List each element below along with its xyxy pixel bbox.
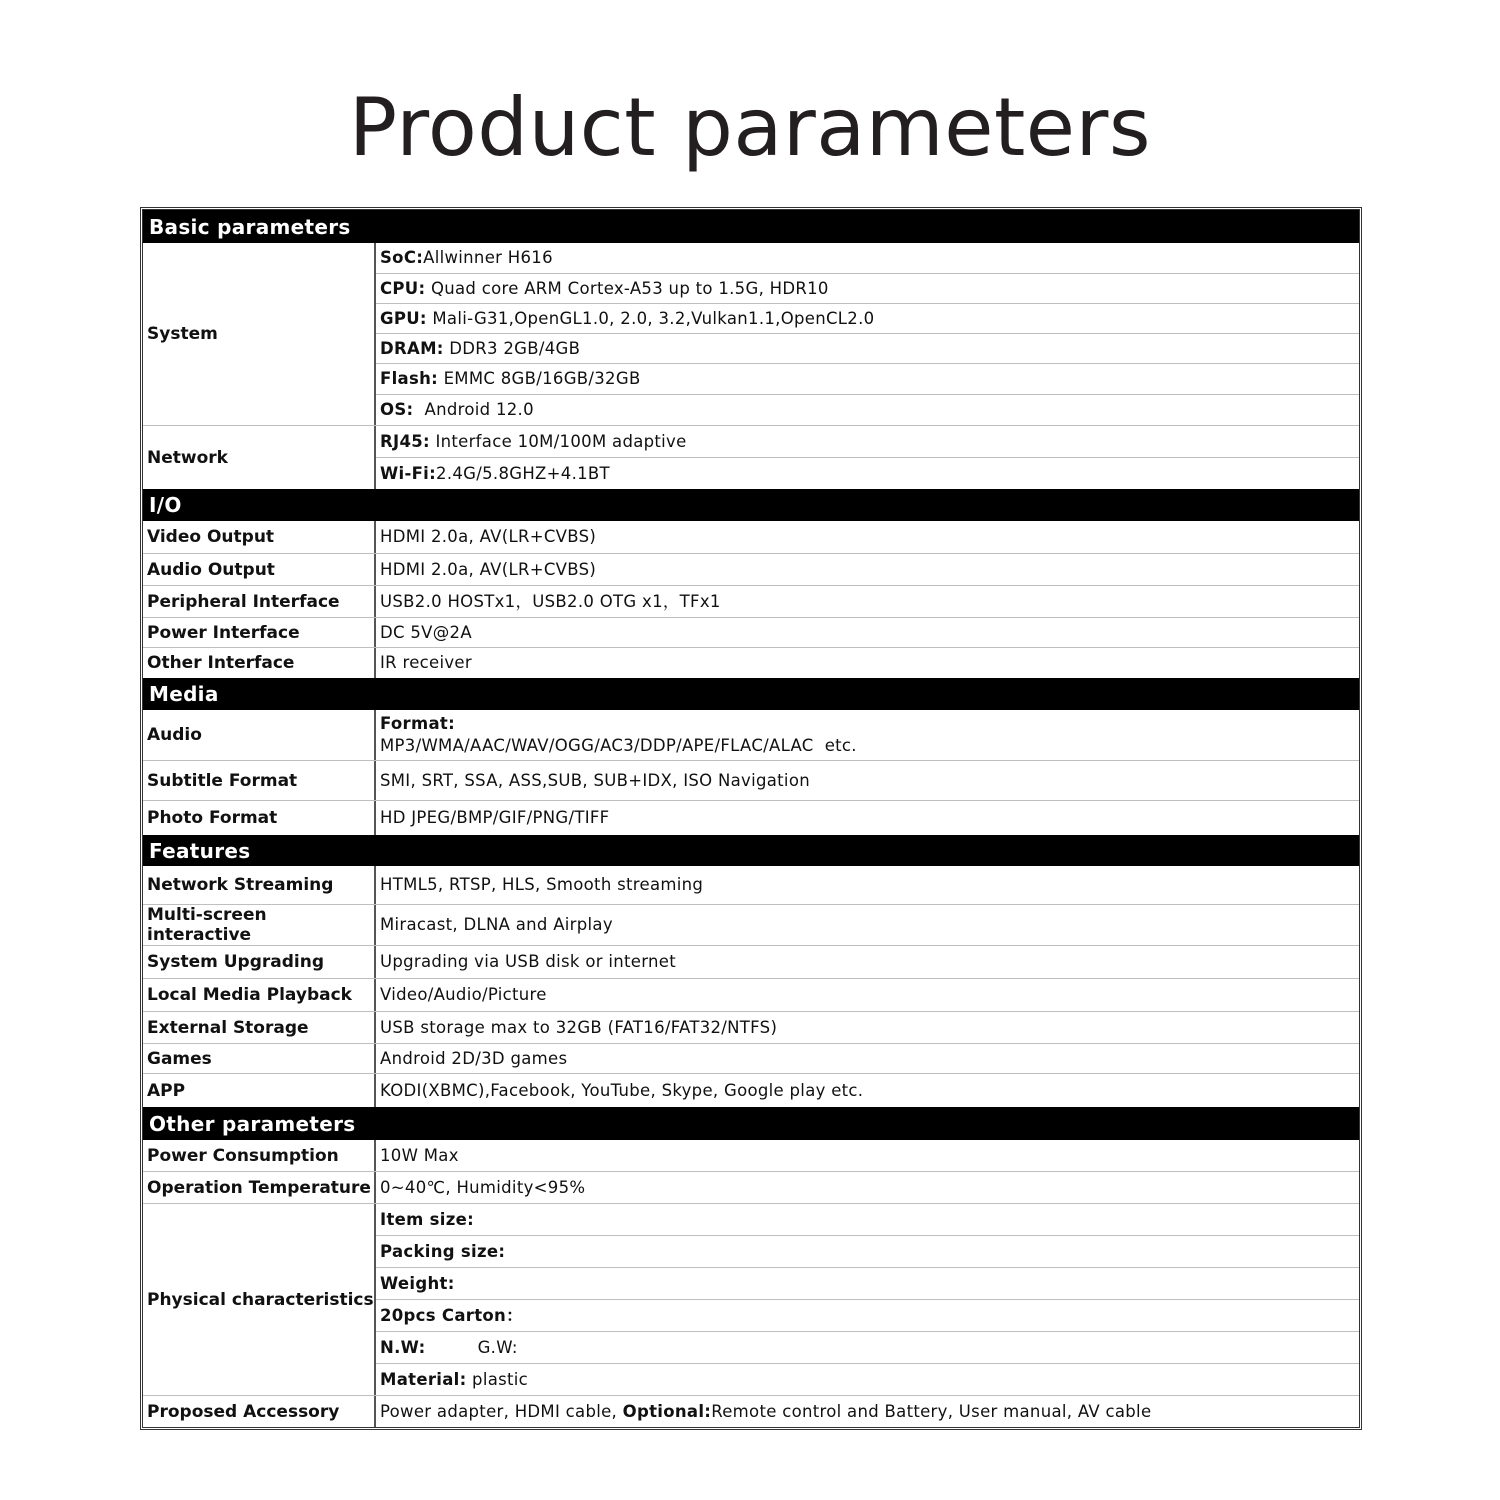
value-cpu <box>376 273 1359 303</box>
label-audio-output: Audio Output <box>143 554 376 585</box>
key-flash: Flash: <box>380 369 439 388</box>
table-row <box>143 553 1359 585</box>
val-dram: DDR3 2GB/4GB <box>443 338 581 358</box>
label-other-interface: Other Interface <box>143 648 376 678</box>
key-wifi: Wi-Fi: <box>380 463 437 483</box>
value-weight <box>376 1267 1359 1299</box>
val-soc: Allwinner H616 <box>423 248 553 267</box>
key-dram: DRAM: <box>380 338 444 358</box>
table-row <box>143 760 1359 800</box>
value-network-streaming: HTML5, RTSP, HLS, Smooth streaming <box>380 875 704 894</box>
table-row <box>143 945 1359 978</box>
label-proposed-accessory: Proposed Accessory <box>143 1396 376 1427</box>
table-row <box>143 647 1359 678</box>
table-row <box>143 617 1359 647</box>
value-local-media-playback: Video/Audio/Picture <box>380 985 547 1004</box>
group-physical <box>143 1203 1359 1395</box>
key-audio-format: Format: <box>380 714 455 733</box>
val-wifi: 2.4G/5.8GHZ+4.1BT <box>436 463 610 483</box>
key-weight: Weight: <box>380 1273 455 1293</box>
label-games: Games <box>143 1044 376 1073</box>
value-carton <box>376 1299 1359 1331</box>
val-gpu: Mali-G31,OpenGL1.0, 2.0, 3.2,Vulkan1.1,OpenCL2.0 <box>426 308 875 328</box>
group-network <box>143 425 1359 489</box>
key-gw: G.W: <box>477 1337 518 1357</box>
val-accessory-b: Remote control and Battery, User manual, AV cable <box>711 1401 1152 1421</box>
key-item-size: Item size: <box>380 1209 475 1229</box>
value-power-consumption: 10W Max <box>380 1145 459 1165</box>
val-flash: EMMC 8GB/16GB/32GB <box>438 369 641 388</box>
label-multi-screen: Multi-screen interactive <box>143 905 376 945</box>
table-row <box>143 1171 1359 1203</box>
val-rj45: Interface 10M/100M adaptive <box>429 431 687 451</box>
label-network-streaming: Network Streaming <box>143 866 376 904</box>
page-title: Product parameters <box>348 81 1152 174</box>
value-video-output: HDMI 2.0a, AV(LR+CVBS) <box>380 527 597 546</box>
label-app: APP <box>143 1074 376 1107</box>
value-item-size <box>376 1204 1359 1235</box>
value-audio-output: HDMI 2.0a, AV(LR+CVBS) <box>380 559 597 579</box>
table-row <box>143 1140 1359 1171</box>
label-photo-format: Photo Format <box>143 801 376 835</box>
label-network: Network <box>143 426 376 489</box>
val-cpu: Quad core ARM Cortex-A53 up to 1.5G, HDR10 <box>425 278 829 298</box>
label-subtitle-format: Subtitle Format <box>143 761 376 800</box>
table-row <box>143 800 1359 835</box>
table-row <box>143 521 1359 553</box>
val-os: Android 12.0 <box>413 400 534 419</box>
value-packing-size <box>376 1235 1359 1267</box>
label-video-output: Video Output <box>143 521 376 553</box>
value-games: Android 2D/3D games <box>380 1048 568 1068</box>
label-audio: Audio <box>143 710 376 760</box>
value-operation-temperature: 0~40℃, Humidity<95% <box>380 1177 586 1197</box>
label-system-upgrading: System Upgrading <box>143 946 376 978</box>
value-dram <box>376 333 1359 363</box>
value-wifi <box>376 457 1359 489</box>
val-audio-format: MP3/WMA/AAC/WAV/OGG/AC3/DDP/APE/FLAC/ALAC etc. <box>380 736 857 755</box>
label-peripheral-interface: Peripheral Interface <box>143 586 376 617</box>
key-optional: Optional: <box>622 1401 712 1421</box>
section-header-io: I/O <box>143 489 1359 521</box>
value-peripheral-interface: USB2.0 HOSTx1，USB2.0 OTG x1，TFx1 <box>380 591 721 611</box>
key-carton: 20pcs Carton： <box>380 1305 523 1325</box>
section-header-other: Other parameters <box>143 1107 1359 1140</box>
table-row <box>143 866 1359 904</box>
value-photo-format: HD JPEG/BMP/GIF/PNG/TIFF <box>380 808 610 827</box>
value-system-upgrading: Upgrading via USB disk or internet <box>380 952 676 971</box>
value-rj45 <box>376 426 1359 457</box>
value-other-interface: IR receiver <box>380 653 472 672</box>
val-accessory-a: Power adapter, HDMI cable, <box>380 1401 623 1421</box>
label-system: System <box>143 243 376 425</box>
value-proposed-accessory <box>376 1396 1359 1427</box>
key-gpu: GPU: <box>380 308 427 328</box>
table-row <box>143 1073 1359 1107</box>
table-row <box>143 1043 1359 1073</box>
key-os: OS: <box>380 400 414 419</box>
label-external-storage: External Storage <box>143 1012 376 1043</box>
value-external-storage: USB storage max to 32GB (FAT16/FAT32/NTFS) <box>380 1017 778 1037</box>
key-material: Material: <box>380 1369 467 1389</box>
val-material: plastic <box>466 1369 529 1389</box>
section-header-basic: Basic parameters <box>143 210 1359 243</box>
value-soc <box>376 243 1359 273</box>
section-header-features: Features <box>143 835 1359 866</box>
value-subtitle-format: SMI, SRT, SSA, ASS,SUB, SUB+IDX, ISO Navigation <box>380 770 810 790</box>
group-system <box>143 243 1359 425</box>
spec-table <box>140 207 1362 1430</box>
value-power-interface: DC 5V@2A <box>380 622 472 642</box>
value-flash <box>376 363 1359 394</box>
table-row <box>143 710 1359 760</box>
key-rj45: RJ45: <box>380 431 430 451</box>
value-app: KODI(XBMC),Facebook, YouTube, Skype, Google play etc. <box>380 1080 864 1100</box>
label-power-interface: Power Interface <box>143 618 376 647</box>
key-nw: N.W: <box>380 1337 426 1357</box>
value-nw-gw <box>376 1331 1359 1363</box>
table-row <box>143 1395 1359 1427</box>
label-physical-characteristics: Physical characteristics <box>143 1204 376 1395</box>
label-operation-temperature: Operation Temperature <box>143 1172 376 1203</box>
table-row <box>143 1011 1359 1043</box>
section-header-media: Media <box>143 678 1359 710</box>
key-packing-size: Packing size: <box>380 1241 506 1261</box>
table-row <box>143 904 1359 945</box>
value-audio-format <box>376 710 1359 760</box>
value-material <box>376 1363 1359 1395</box>
table-row <box>143 978 1359 1011</box>
key-soc: SoC: <box>380 248 424 267</box>
value-gpu <box>376 303 1359 333</box>
label-power-consumption: Power Consumption <box>143 1140 376 1171</box>
value-os <box>376 394 1359 425</box>
label-local-media-playback: Local Media Playback <box>143 979 376 1011</box>
table-row <box>143 585 1359 617</box>
key-cpu: CPU: <box>380 278 426 298</box>
value-multi-screen: Miracast, DLNA and Airplay <box>380 915 613 934</box>
